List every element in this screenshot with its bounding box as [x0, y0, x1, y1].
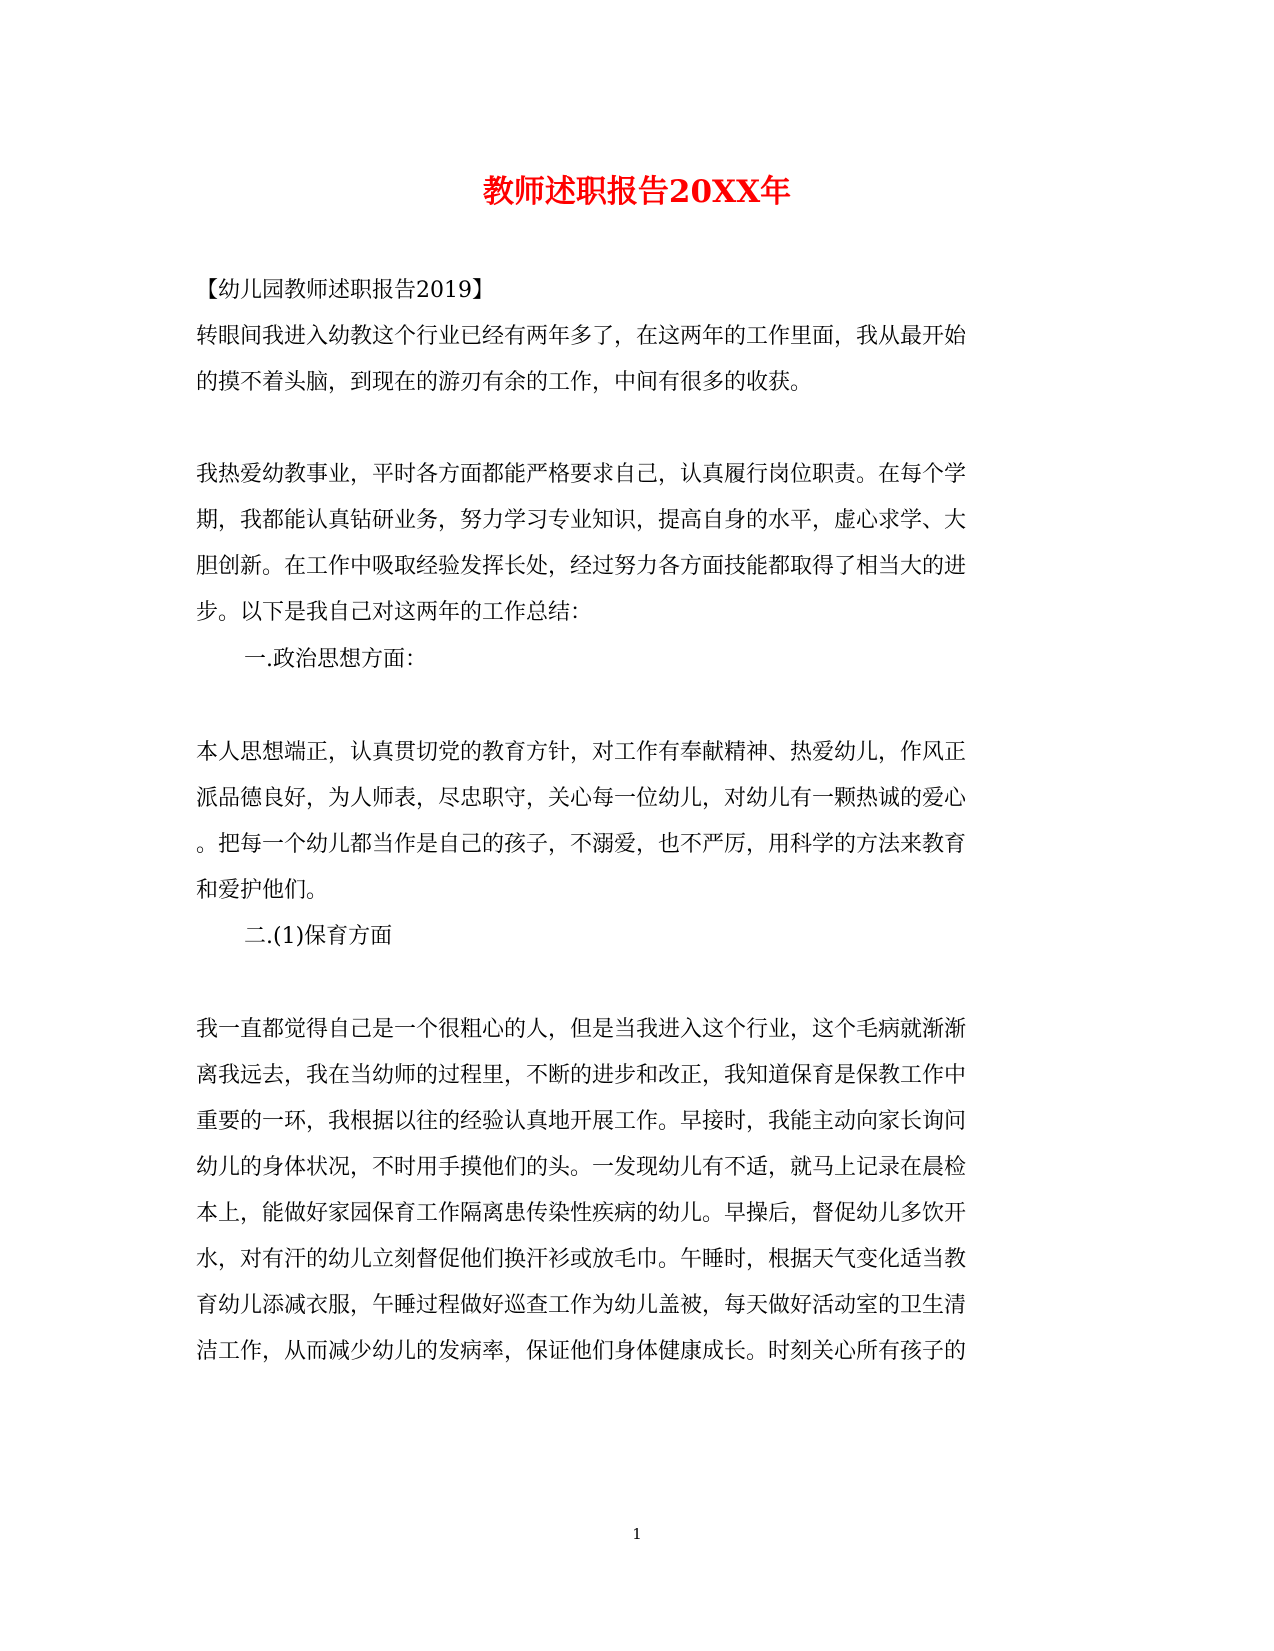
paragraph-line: 本人思想端正，认真贯切党的教育方针，对工作有奉献精神、热爱幼儿，作风正 — [196, 740, 967, 765]
paragraph-line: 步。以下是我自己对这两年的工作总结： — [196, 600, 593, 625]
paragraph-line: 水，对有汗的幼儿立刻督促他们换汗衫或放毛巾。午睡时，根据天气变化适当教 — [196, 1247, 967, 1272]
paragraph-line: 派品德良好，为人师表，尽忠职守，关心每一位幼儿，对幼儿有一颗热诚的爱心 — [196, 786, 967, 811]
paragraph-line: 转眼间我进入幼教这个行业已经有两年多了，在这两年的工作里面，我从最开始 — [196, 324, 967, 349]
paragraph-line: 的摸不着头脑，到现在的游刃有余的工作，中间有很多的收获。 — [196, 370, 813, 395]
paragraph-line: 重要的一环，我根据以往的经验认真地开展工作。早接时，我能主动向家长询问 — [196, 1109, 967, 1134]
page-number: 1 — [632, 1525, 642, 1543]
paragraph-line: 离我远去，我在当幼师的过程里，不断的进步和改正，我知道保育是保教工作中 — [196, 1063, 967, 1088]
paragraph-line: 。把每一个幼儿都当作是自己的孩子，不溺爱，也不严厉，用科学的方法来教育 — [196, 832, 967, 857]
paragraph-line: 我一直都觉得自己是一个很粗心的人，但是当我进入这个行业，这个毛病就渐渐 — [196, 1017, 967, 1042]
paragraph-line: 胆创新。在工作中吸取经验发挥长处，经过努力各方面技能都取得了相当大的进 — [196, 554, 967, 579]
paragraph-line: 我热爱幼教事业，平时各方面都能严格要求自己，认真履行岗位职责。在每个学 — [196, 462, 967, 487]
paragraph-line: 洁工作，从而减少幼儿的发病率，保证他们身体健康成长。时刻关心所有孩子的 — [196, 1339, 967, 1364]
paragraph-line: 和爱护他们。 — [196, 878, 329, 903]
section-heading: 二.(1)保育方面 — [244, 924, 393, 949]
paragraph-line: 本上，能做好家园保育工作隔离患传染性疾病的幼儿。早操后，督促幼儿多饮开 — [196, 1201, 967, 1226]
paragraph-line: 幼儿的身体状况，不时用手摸他们的头。一发现幼儿有不适，就马上记录在晨检 — [196, 1155, 967, 1180]
document-subtitle: 【幼儿园教师述职报告2019】 — [196, 278, 494, 303]
paragraph-line: 期，我都能认真钻研业务，努力学习专业知识，提高自身的水平，虚心求学、大 — [196, 508, 967, 533]
paragraph-line: 育幼儿添减衣服，午睡过程做好巡查工作为幼儿盖被，每天做好活动室的卫生清 — [196, 1293, 967, 1318]
document-title: 教师述职报告20XX年 — [482, 174, 792, 210]
section-heading: 一.政治思想方面： — [244, 647, 427, 672]
